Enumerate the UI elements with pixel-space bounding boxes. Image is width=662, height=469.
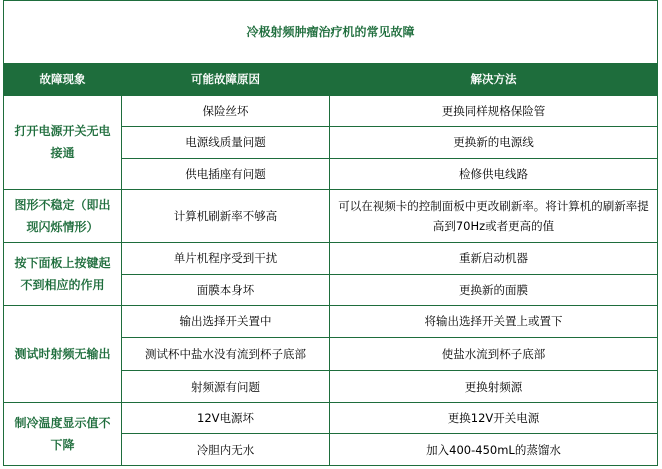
fault-table	[3, 0, 658, 466]
header-symptom: 故障现象	[4, 64, 122, 96]
header-cause: 可能故障原因	[122, 64, 330, 96]
table-row	[4, 402, 658, 434]
symptom-cell: 打开电源开关无电接通	[4, 95, 122, 190]
solution-cell: 加入400-450mL的蒸馏水	[330, 434, 658, 466]
symptom-cell: 图形不稳定（即出现闪烁情形）	[4, 190, 122, 243]
cause-cell: 保险丝坏	[122, 95, 330, 127]
cause-cell: 测试杯中盐水没有流到杯子底部	[122, 337, 330, 371]
table-title: 冷极射频肿瘤治疗机的常见故障	[4, 1, 658, 64]
cause-cell: 射频源有问题	[122, 371, 330, 403]
solution-cell: 更换射频源	[330, 371, 658, 403]
solution-cell: 使盐水流到杯子底部	[330, 337, 658, 371]
symptom-cell: 测试时射频无输出	[4, 306, 122, 403]
cause-cell: 电源线质量问题	[122, 127, 330, 159]
symptom-cell: 制冷温度显示值不下降	[4, 402, 122, 465]
cause-cell: 冷胆内无水	[122, 434, 330, 466]
solution-cell: 将输出选择开关置上或置下	[330, 306, 658, 338]
table-row	[4, 306, 658, 338]
table-row	[4, 95, 658, 127]
solution-cell: 更换同样规格保险管	[330, 95, 658, 127]
solution-cell: 更换新的电源线	[330, 127, 658, 159]
solution-cell: 检修供电线路	[330, 158, 658, 190]
table-row	[4, 190, 658, 243]
solution-cell: 更换12V开关电源	[330, 402, 658, 434]
cause-cell: 供电插座有问题	[122, 158, 330, 190]
cause-cell: 面膜本身坏	[122, 274, 330, 306]
symptom-cell: 按下面板上按键起不到相应的作用	[4, 243, 122, 306]
solution-cell: 更换新的面膜	[330, 274, 658, 306]
header-row	[4, 64, 658, 96]
solution-cell: 重新启动机器	[330, 243, 658, 275]
table-row	[4, 243, 658, 275]
cause-cell: 计算机刷新率不够高	[122, 190, 330, 243]
solution-cell: 可以在视频卡的控制面板中更改刷新率。将计算机的刷新率提高到70Hz或者更高的值	[330, 190, 658, 243]
cause-cell: 12V电源坏	[122, 402, 330, 434]
cause-cell: 输出选择开关置中	[122, 306, 330, 338]
cause-cell: 单片机程序受到干扰	[122, 243, 330, 275]
header-solution: 解决方法	[330, 64, 658, 96]
